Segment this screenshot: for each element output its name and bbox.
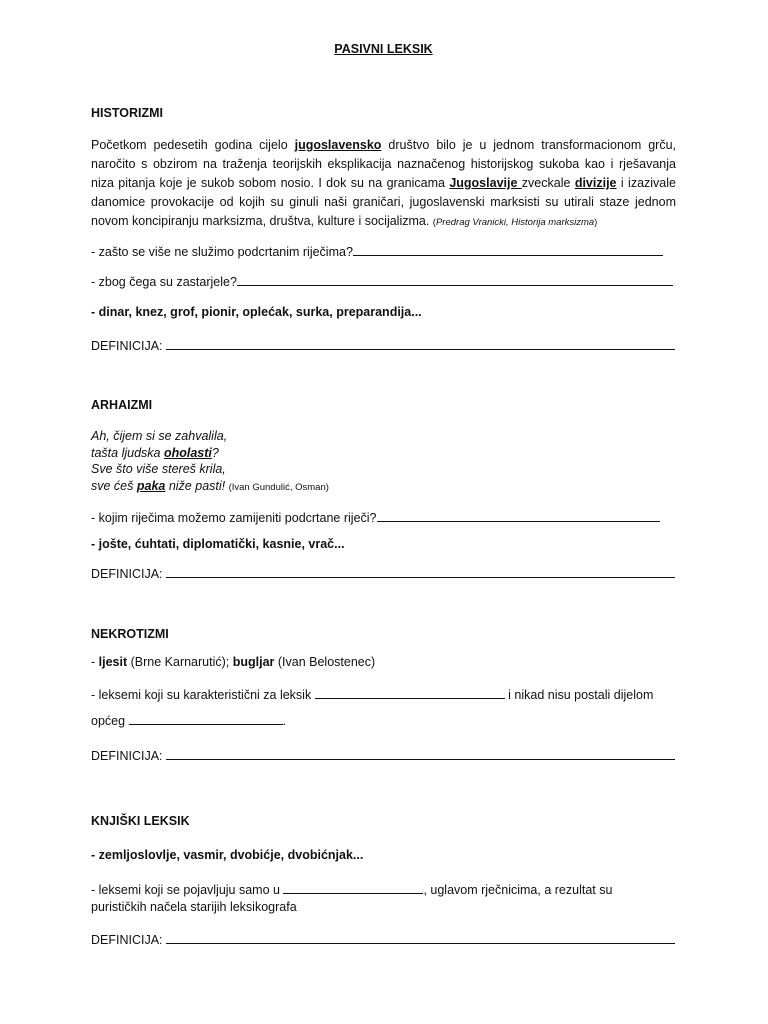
- arhaizmi-examples: - jošte, ćuhtati, diplomatički, kasnie, vrač...: [91, 537, 345, 551]
- answer-blank[interactable]: [377, 509, 660, 522]
- definition-blank[interactable]: [166, 565, 675, 578]
- section-heading-arhaizmi: ARHAIZMI: [91, 398, 153, 412]
- answer-blank[interactable]: [353, 243, 663, 256]
- arhaizmi-poem: Ah, čijem si se zahvalila, tašta ljudska oholasti? Sve što više stereš krila, sve ćeš paka niže pasti! (Ivan Gundulić, Osman): [91, 429, 329, 493]
- knjiski-examples: - zemljoslovlje, vasmir, dvobićje, dvobićnjak...: [91, 848, 364, 862]
- knjiski-definition: DEFINICIJA:: [91, 931, 676, 947]
- historizmi-examples: - dinar, knez, grof, pionir, oplećak, surka, preparandija...: [91, 305, 422, 319]
- definition-blank[interactable]: [166, 931, 675, 944]
- nekrotizmi-question-1: - leksemi koji su karakteristični za leksik i nikad nisu postali dijelom: [91, 688, 654, 702]
- arhaizmi-question-1: - kojim riječima možemo zamijeniti podcrtane riječi?: [91, 509, 676, 525]
- knjiski-question-1: - leksemi koji se pojavljuju samo u , uglavom rječnicima, a rezultat su: [91, 883, 613, 897]
- historizmi-question-2: - zbog čega su zastarjele?: [91, 273, 676, 289]
- answer-blank[interactable]: [237, 273, 673, 286]
- answer-blank[interactable]: [315, 686, 505, 699]
- historizmi-question-1: - zašto se više ne služimo podcrtanim riječima?: [91, 243, 676, 259]
- nekrotizmi-definition: DEFINICIJA:: [91, 747, 676, 763]
- section-heading-nekrotizmi: NEKROTIZMI: [91, 627, 169, 641]
- nekrotizmi-question-1-cont: općeg .: [91, 714, 287, 728]
- definition-blank[interactable]: [166, 747, 675, 760]
- section-heading-historizmi: HISTORIZMI: [91, 106, 163, 120]
- historizmi-definition: DEFINICIJA:: [91, 337, 676, 353]
- answer-blank[interactable]: [129, 712, 283, 725]
- arhaizmi-definition: DEFINICIJA:: [91, 565, 676, 581]
- document-title: PASIVNI LEKSIK: [334, 42, 433, 56]
- knjiski-question-1-cont: purističkih načela starijih leksikografa: [91, 900, 297, 914]
- nekrotizmi-examples: - ljesit (Brne Karnarutić); bugljar (Ivan Belostenec): [91, 655, 376, 669]
- definition-blank[interactable]: [166, 337, 675, 350]
- historizmi-paragraph: Početkom pedesetih godina cijelo jugoslavensko društvo bilo je u jednom transformacionom grču, naročito s obzirom na traženja teorijskih eksplikacija naznačenog historijskog sukoba kao i rješavanja niza pitanja koje je sukob sobom nosio. I dok su na granicama Jugoslavije zveckale divizije i izazivale danomice provokacije od kojih su ginuli naši graničari, jugoslavenski marksisti su utirali staze jednom novom koncipiranju marksizma, društva, kulture i socijalizma. (Predrag Vranicki, Historija marksizma): [91, 138, 676, 228]
- section-heading-knjiski-leksik: KNJIŠKI LEKSIK: [91, 814, 190, 828]
- answer-blank[interactable]: [283, 881, 423, 894]
